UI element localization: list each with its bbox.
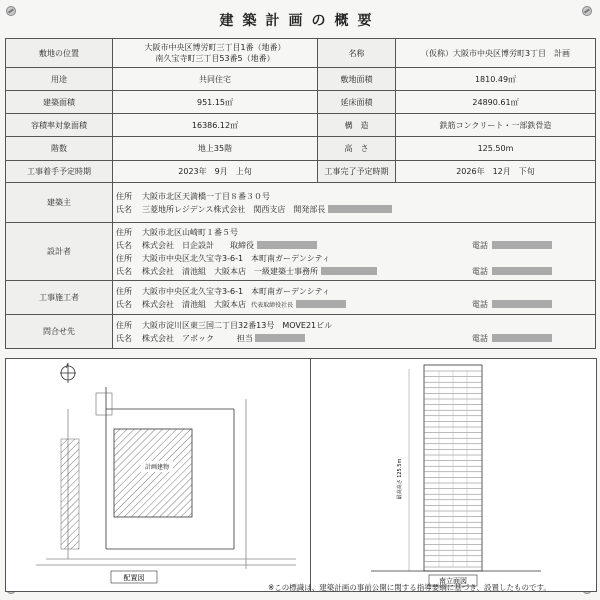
designer2-name: 株式会社 清池組 大阪本店 一級建築士事務所 [142,266,318,276]
elevation-panel [310,358,597,592]
building-area-label: 建築面積 [6,91,113,114]
height-value: 125.50m [396,137,596,161]
site-plan-drawing [6,359,311,591]
page-title: 建築計画の概要 [219,13,381,29]
overview-table [5,38,596,349]
start-label: 工事着手予定時期 [6,161,113,183]
end-label: 工事完了予定時期 [318,161,396,183]
use-label: 用途 [6,68,113,91]
redaction-block [255,334,305,342]
owner-name: 三菱地所レジデンス株式会社 関西支店 開発部長 [142,204,326,214]
key-label: 氏名 [116,240,132,250]
elevation-drawing [311,359,596,591]
owner-address: 大阪市北区天満橋一丁目８番３０号 [142,191,270,201]
building-area-value: 951.15㎡ [113,91,318,114]
contact-details [113,315,596,349]
redaction-block [492,334,552,342]
far-area-value: 16386.12㎡ [113,114,318,137]
name-label: 名称 [318,39,396,68]
designer2-address: 大阪市中央区北久宝寺3-6-1 本町南ガーデンシティ [142,253,331,263]
key-label: 氏名 [116,204,132,214]
key-label: 氏名 [116,266,132,276]
contact-person-label: 担当 [236,333,253,343]
redaction-block [492,300,552,308]
planned-building-footprint [114,429,192,517]
floors-label: 階数 [6,137,113,161]
tel-label: 電話 [472,333,488,343]
redaction-block [321,267,377,275]
contact-label: 問合せ先 [6,315,113,349]
use-value: 共同住宅 [113,68,318,91]
contact-name: 株式会社 アボック [142,333,214,343]
site-area-label: 敷地面積 [318,68,396,91]
redaction-block [492,267,552,275]
redaction-block [328,205,392,213]
contractor-address: 大阪市中央区北久宝寺3-6-1 本町南ガーデンシティ [142,286,331,296]
site-line-1: 大阪市中央区博労町三丁目1番（地番） [144,43,286,52]
key-label: 住所 [116,253,132,263]
designer1-address: 大阪市北区山崎町１番５号 [142,227,238,237]
site-plan-label: 配置図 [123,574,145,582]
designer-details [113,223,596,281]
start-value: 2023年 9月 上旬 [113,161,318,183]
far-area-label: 容積率対象面積 [6,114,113,137]
contractor-label: 工事施工者 [6,281,113,315]
contact-address: 大阪市淀川区東三国二丁目32番13号 MOVE21ビル [142,320,333,330]
contractor-name: 株式会社 清池組 大阪本店 [142,299,246,309]
key-label: 住所 [116,227,132,237]
key-label: 住所 [116,286,132,296]
site-value [113,39,318,68]
redaction-block [257,241,317,249]
site-area-value: 1810.49㎡ [396,68,596,91]
tel-label: 電話 [472,299,488,309]
elevation-label: 南立面図 [439,577,467,585]
notice-footnote: ※この標識は、建築計画の事前公開に関する指導要綱に基づき、設置したものです。 [268,583,551,592]
contractor-details [113,281,596,315]
designer-label: 設計者 [6,223,113,281]
owner-details [113,183,596,223]
contractor-rep: 代表取締役社長 [251,301,294,309]
key-label: 氏名 [116,333,132,343]
site-line-2: 南久宝寺町三丁目53番5（地番） [155,54,275,63]
site-label: 敷地の位置 [6,39,113,68]
floors-value: 地上35階 [113,137,318,161]
key-label: 氏名 [116,299,132,309]
tel-label: 電話 [472,240,488,250]
site-plan-panel [5,358,312,592]
redaction-block [492,241,552,249]
tel-label: 電話 [472,266,488,276]
end-value: 2026年 12月 下旬 [396,161,596,183]
designer1-name: 株式会社 日企設計 取締役 [142,240,254,250]
structure-label: 構 造 [318,114,396,137]
site-tag: 計画建物 [144,464,170,471]
height-tag: 最高高さ 125.5m [397,458,403,500]
owner-label: 建築主 [6,183,113,223]
key-label: 住所 [116,191,132,201]
floor-area-label: 延床面積 [318,91,396,114]
structure-value: 鉄筋コンクリート・一部鉄骨造 [396,114,596,137]
floor-area-value: 24890.61㎡ [396,91,596,114]
height-label: 高 さ [318,137,396,161]
name-value: （仮称）大阪市中央区博労町3丁目 計画 [396,39,596,68]
redaction-block [296,300,346,308]
key-label: 住所 [116,320,132,330]
